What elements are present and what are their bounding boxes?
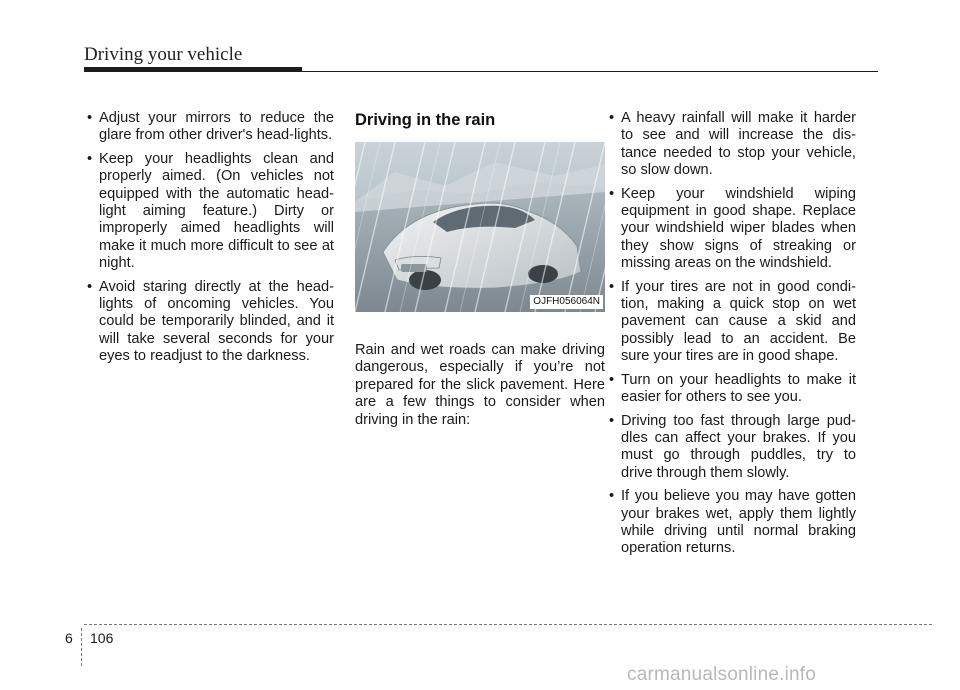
- footer-divider: [81, 628, 82, 666]
- list-item: • Avoid staring directly at the head-lights of oncoming vehicles. You could be temporarily blinded, and it will take several seconds for your eyes to readjust to the darkness.: [84, 279, 334, 366]
- list-item: • If your tires are not in good condi-tion, making a quick stop on wet pavement can cause a skid and possibly lead to an accident. Be sure your tires are in good shape.: [606, 279, 856, 366]
- page-number: 106: [90, 630, 114, 646]
- list-item: • If you believe you may have gotten your brakes wet, apply them lightly while driving until normal braking operation returns.: [606, 488, 856, 558]
- figure-code: OJFH056064N: [530, 295, 603, 309]
- left-column: [84, 110, 334, 372]
- footer-rule: [84, 624, 932, 625]
- right-column: [606, 110, 856, 564]
- list-item: • Adjust your mirrors to reduce the glare from other driver's head-lights.: [84, 110, 334, 145]
- list-item: • Keep your headlights clean and properly aimed. (On vehicles not equipped with the automatic head-light aiming feature.) Dirty or improperly aimed headlights will make it much more difficult to see at night.: [84, 151, 334, 273]
- list-item: • Turn on your headlights to make it easier for others to see you.: [606, 372, 856, 407]
- rain-driving-illustration: [355, 142, 605, 312]
- car-in-rain-image: [355, 142, 605, 312]
- list-item: • Driving too fast through large pud-dles can affect your brakes. If you must go through puddles, try to drive through them slowly.: [606, 413, 856, 483]
- left-bullet-list: [84, 110, 334, 366]
- middle-column: [355, 110, 605, 429]
- right-bullet-list: [606, 110, 856, 558]
- header-rule: [84, 71, 878, 72]
- intro-paragraph: Rain and wet roads can make driving dangerous, especially if you’re not prepared for the slick pavement. Here are a few things to consider when driving in the rain:: [355, 342, 605, 428]
- list-item: • Keep your windshield wiping equipment in good shape. Replace your windshield wiper blades when they show signs of streaking or missing areas on the windshield.: [606, 186, 856, 273]
- section-heading: Driving in the rain: [355, 111, 496, 129]
- chapter-number: 6: [65, 630, 73, 646]
- list-item: • A heavy rainfall will make it harder to see and will increase the dis-tance needed to stop your vehicle, so slow down.: [606, 110, 856, 180]
- watermark: carmanualsonline.info: [627, 664, 817, 685]
- header-title: Driving your vehicle: [84, 44, 243, 65]
